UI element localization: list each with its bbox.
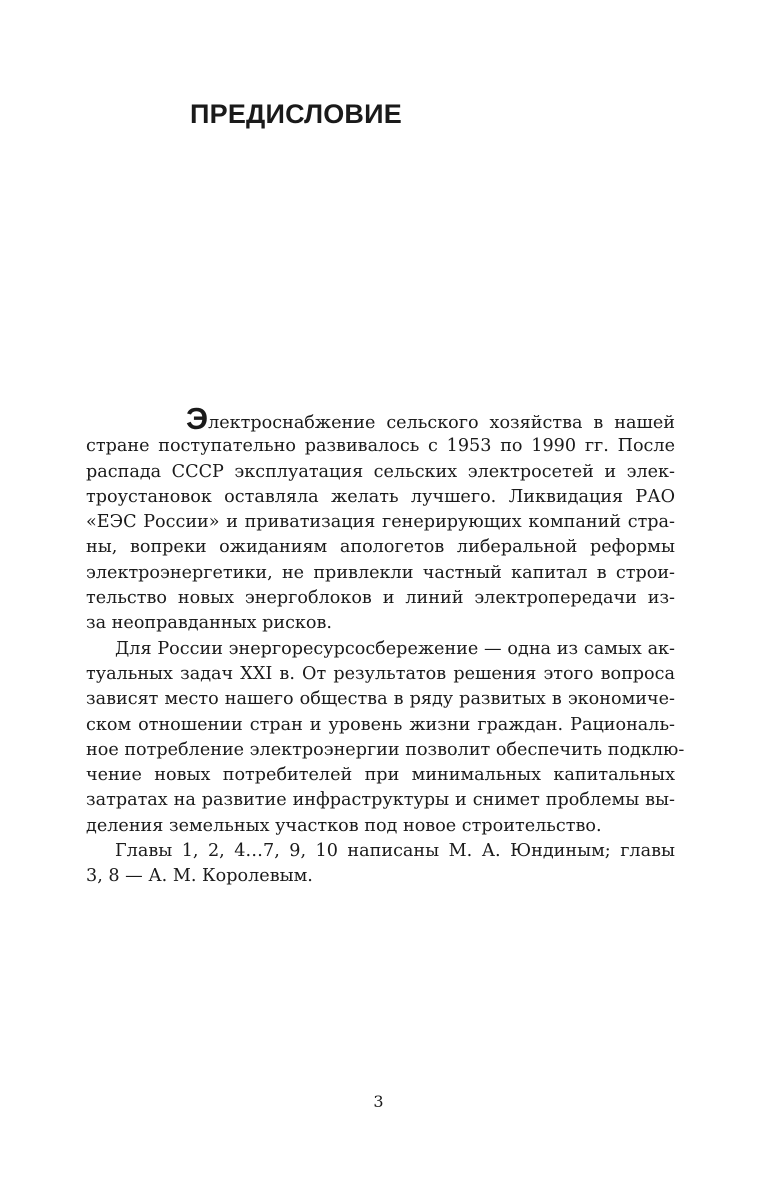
paragraph-line: «ЕЭС России» и приватизация генерирующих компаний стра-	[86, 512, 675, 533]
paragraph-1	[86, 401, 675, 637]
paragraph-line: деления земельных участков под новое строительство.	[86, 815, 602, 836]
body-text	[86, 401, 685, 890]
paragraph-line: тельство новых энергоблоков и линий электропередачи из-	[86, 588, 675, 609]
paragraph-line: ное потребление электроэнергии позволит обеспечить подклю-	[86, 739, 685, 760]
paragraph-line: Электроснабжение сельского хозяйства в нашей	[186, 401, 675, 436]
paragraph-line: стране поступательно развивалось с 1953 по 1990 гг. После	[86, 436, 675, 457]
paragraph-line: затратах на развитие инфраструктуры и снимет проблемы вы-	[86, 790, 675, 811]
paragraph-line: электроэнергетики, не привлекли частный капитал в строи-	[86, 562, 675, 583]
paragraph-3	[86, 839, 675, 890]
paragraph-line: ны, вопреки ожиданиям апологетов либеральной реформы	[86, 537, 675, 558]
paragraph-2	[86, 637, 685, 839]
page-title: ПРЕДИСЛОВИЕ	[190, 99, 402, 129]
paragraph-line: за неоправданных рисков.	[86, 613, 333, 634]
paragraph-line: Главы 1, 2, 4…7, 9, 10 написаны М. А. Юндиным; главы	[115, 841, 675, 862]
paragraph-line: 3, 8 — А. М. Королевым.	[86, 866, 313, 887]
paragraph-line: туальных задач XXI в. От результатов решения этого вопроса	[86, 663, 675, 684]
paragraph-line: чение новых потребителей при минимальных капитальных	[86, 765, 675, 786]
paragraph-line: зависят место нашего общества в ряду развитых в экономиче-	[86, 689, 675, 710]
drop-cap: Э	[186, 401, 209, 436]
paragraph-line: троустановок оставляла желать лучшего. Ликвидация РАО	[86, 486, 675, 507]
page-number: 3	[373, 1092, 384, 1111]
paragraph-line: распада СССР эксплуатация сельских электросетей и элек-	[86, 461, 675, 482]
paragraph-line: ском отношении стран и уровень жизни граждан. Рациональ-	[86, 714, 675, 735]
paragraph-line: Для России энергоресурсосбережение — одна из самых ак-	[115, 638, 675, 659]
